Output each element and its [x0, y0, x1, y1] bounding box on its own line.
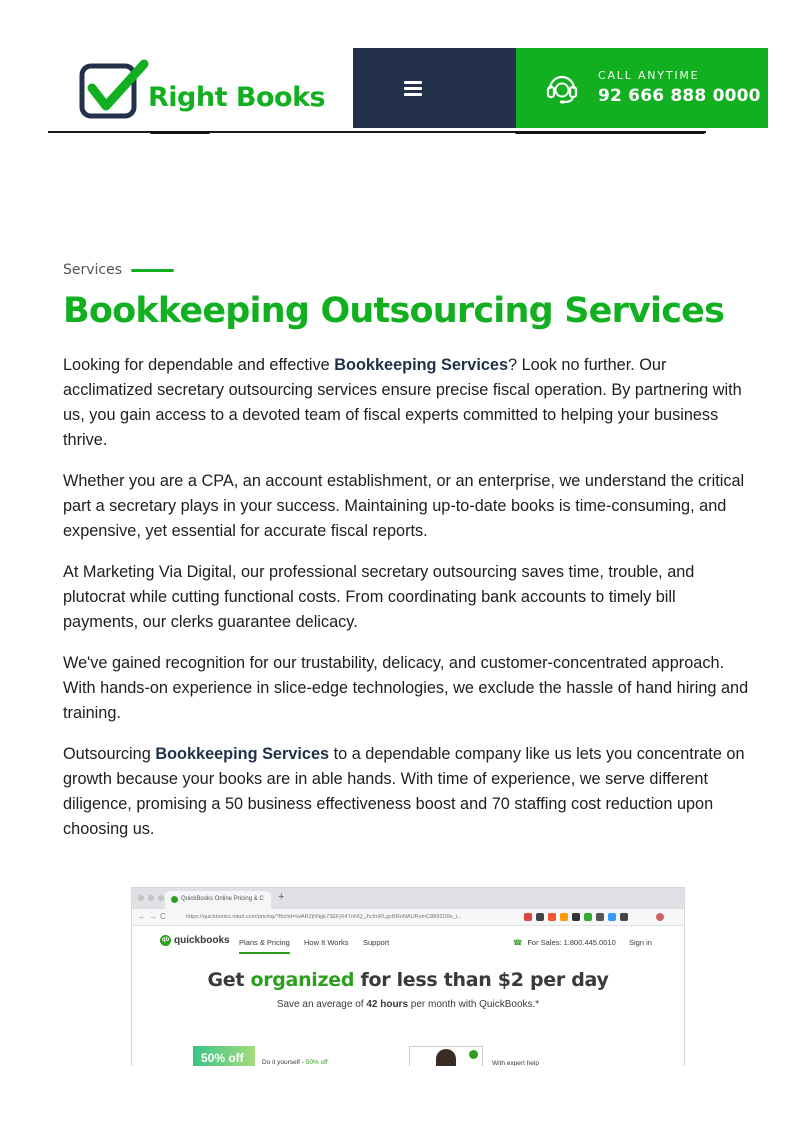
header-divider-accent: [150, 131, 210, 134]
paragraph: We've gained recognition for our trustability, delicacy, and customer-concentrated approach. With hands-on experience in slice-edge technologies, we exclude the hassle of hand hiring and training.: [63, 654, 749, 722]
paragraph: Outsourcing Bookkeeping Services to a dependable company like us lets you concentrate on growth because your books are in able hands. With time of experience, we serve different diligence, promising a 50 business effectiveness boost and 70 staffing cost reduction upon choosing us.: [63, 745, 745, 838]
extension-icon: [620, 913, 628, 921]
pricing-subheadline: Save an average of 42 hours per month with QuickBooks.*: [276, 999, 540, 1010]
hamburger-icon: [404, 81, 422, 96]
nav-arrows-icon: ←→C: [138, 912, 169, 921]
call-anytime-block[interactable]: [516, 48, 768, 128]
bookkeeping-services-link[interactable]: Bookkeeping Services: [334, 356, 509, 374]
quickbooks-logo: qb quickbooks: [161, 935, 230, 946]
kicker-accent-line: [131, 269, 174, 272]
extension-icon: [596, 913, 604, 921]
window-controls: [138, 895, 164, 901]
paragraph: At Marketing Via Digital, our professional secretary outsourcing saves time, trouble, and plutocrat while cutting functional costs. From coordinating bank accounts to timely bill payments, our clerks guarantee delicacy.: [63, 563, 695, 631]
quickbooks-pricing-screenshot: [131, 887, 685, 1066]
plan-expert-label: With expert help: [492, 1060, 539, 1066]
paragraph: Looking for dependable and effective Bookkeeping Services? Look no further. Our acclimatized secretary outsourcing services ensure precise fiscal operation. By partnering with us, you gain access to a devoted team of fiscal experts committed to helping your business thrive.: [63, 356, 742, 449]
expert-avatar: [436, 1049, 456, 1066]
new-tab-icon: +: [278, 891, 285, 903]
logo-text: Right Books: [148, 81, 326, 113]
extension-icon: [548, 913, 556, 921]
section-kicker: [63, 262, 174, 278]
call-number[interactable]: 92 666 888 0000: [598, 86, 761, 106]
extension-icon: [572, 913, 580, 921]
plan-diy-label: Do it yourself - 50% off: [262, 1059, 328, 1066]
quickbooks-nav: [132, 926, 684, 960]
extension-icon: [560, 913, 568, 921]
extension-icon: [608, 913, 616, 921]
sales-phone: ☎ For Sales: 1.800.445.0010: [513, 938, 616, 947]
extension-icon: [524, 913, 532, 921]
extension-icon: [584, 913, 592, 921]
chat-badge-icon: [469, 1050, 478, 1059]
browser-address-bar: [132, 909, 684, 926]
menu-button[interactable]: [353, 48, 516, 128]
checkbox-logo-icon: [78, 58, 150, 122]
quickbooks-favicon-icon: [171, 896, 178, 903]
profile-avatar-icon: [656, 913, 664, 921]
browser-tab-strip: [132, 888, 684, 909]
bookkeeping-services-link[interactable]: Bookkeeping Services: [155, 745, 330, 763]
nav-support: Support: [363, 938, 390, 947]
page-title: Bookkeeping Outsourcing Services: [63, 291, 725, 331]
paragraph: Whether you are a CPA, an account establishment, or an enterprise, we understand the critical part a secretary plays in your success. Maintaining up-to-date books is time-consuming, and expensive, yet essential for accurate fiscal reports.: [63, 472, 745, 540]
headset-icon: [545, 71, 579, 105]
sign-in-link: Sign in: [629, 938, 652, 947]
pricing-headline: Get organized for less than $2 per day: [207, 969, 609, 991]
kicker-label: Services: [63, 262, 123, 278]
call-label: CALL ANYTIME: [598, 69, 700, 82]
expert-card: [409, 1046, 483, 1066]
header-divider-accent: [515, 131, 705, 134]
browser-tab: QuickBooks Online Pricing & C: [165, 891, 271, 909]
logo[interactable]: [78, 58, 328, 122]
nav-plans-pricing: Plans & Pricing: [239, 938, 290, 954]
url-text: https://quickbooks.intuit.com/pricing/?fbclid=IwAR2jhNgk73EFjX4TnNQ_J\cfmRLgcBRoNAURsmC8892D9s_i...: [186, 914, 462, 920]
extension-icon: [536, 913, 544, 921]
nav-how-it-works: How It Works: [304, 938, 349, 947]
quickbooks-logo-icon: qb: [160, 935, 171, 946]
discount-badge: 50% off: [193, 1046, 255, 1066]
article-body: [63, 353, 753, 858]
